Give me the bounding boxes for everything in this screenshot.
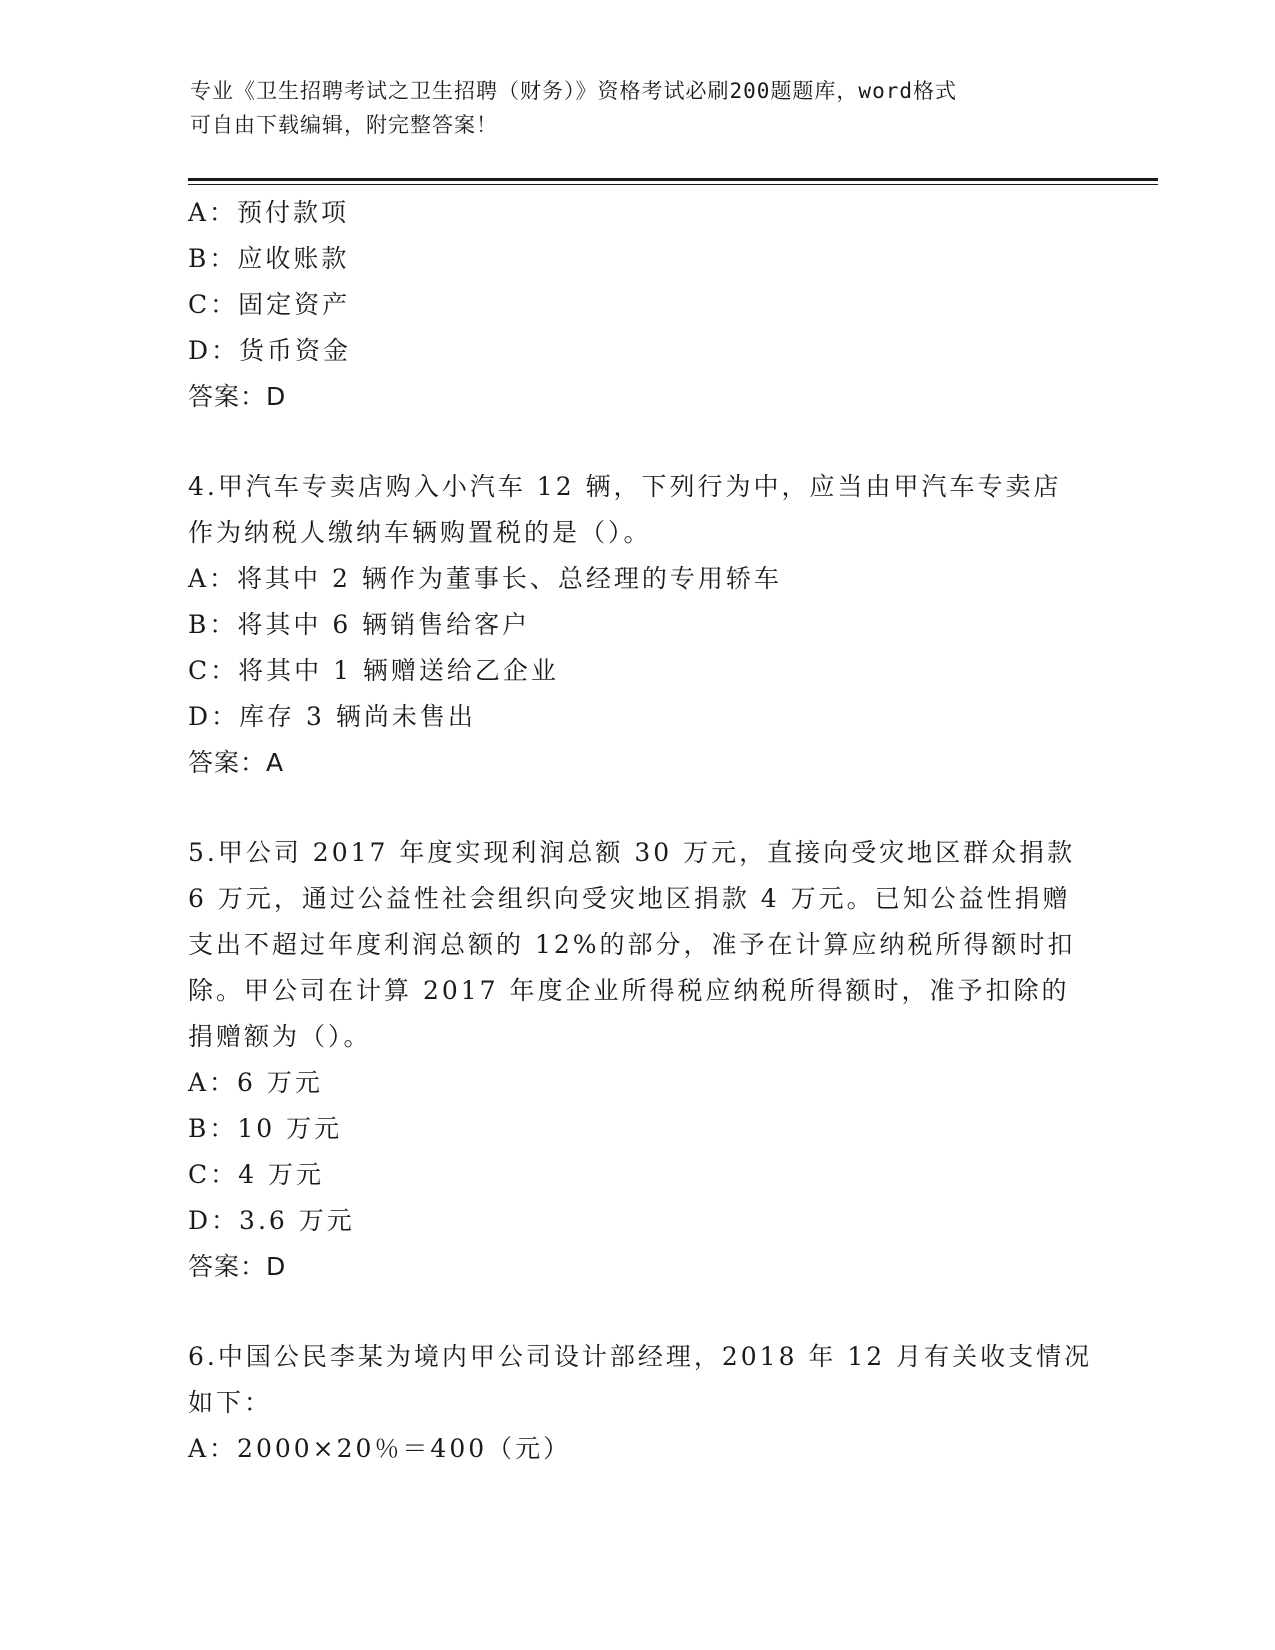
question-5 [188, 830, 1088, 1290]
question-3 [188, 190, 1088, 420]
option-c: C：4 万元 [188, 1160, 324, 1189]
option-d: D：货币资金 [188, 336, 352, 365]
question-stem-line: 4.甲汽车专卖店购入小汽车 12 辆，下列行为中，应当由甲汽车专卖店 [188, 472, 1062, 501]
question-stem-line: 捐赠额为（）。 [188, 1022, 372, 1051]
option-c: C：将其中 1 辆赠送给乙企业 [188, 656, 559, 685]
answer: 答案：D [188, 1252, 287, 1281]
option-d: D：3.6 万元 [188, 1206, 355, 1235]
spacer [188, 1290, 1088, 1334]
option-a: A：将其中 2 辆作为董事长、总经理的专用轿车 [188, 564, 782, 593]
question-stem-line: 如下： [188, 1388, 273, 1417]
option-b: B：10 万元 [188, 1114, 343, 1143]
option-b: B：应收账款 [188, 244, 350, 273]
spacer [188, 420, 1088, 464]
question-list [188, 190, 1093, 1472]
option-a: A：6 万元 [188, 1068, 323, 1097]
question-4 [188, 464, 1088, 786]
document-header [190, 74, 1090, 142]
option-b: B：将其中 6 辆销售给客户 [188, 610, 531, 639]
option-a: A：2000×20％＝400（元） [188, 1434, 572, 1463]
answer: 答案：A [188, 748, 285, 777]
question-stem-line: 6 万元，通过公益性社会组织向受灾地区捐款 4 万元。已知公益性捐赠 [188, 884, 1071, 913]
question-stem-line: 作为纳税人缴纳车辆购置税的是（）。 [188, 518, 652, 547]
question-stem-line: 除。甲公司在计算 2017 年度企业所得税应纳税所得额时，准予扣除的 [188, 976, 1070, 1005]
question-stem-line: 5.甲公司 2017 年度实现利润总额 30 万元，直接向受灾地区群众捐款 [188, 838, 1076, 867]
question-stem-line: 6.中国公民李某为境内甲公司设计部经理，2018 年 12 月有关收支情况 [188, 1342, 1093, 1371]
answer: 答案：D [188, 382, 287, 411]
header-divider-thick [188, 178, 1158, 181]
header-divider-thin [188, 184, 1158, 185]
question-stem-line: 支出不超过年度利润总额的 12%的部分，准予在计算应纳税所得额时扣 [188, 930, 1076, 959]
question-6 [188, 1334, 1093, 1472]
option-c: C：固定资产 [188, 290, 351, 319]
header-line-2: 可自由下载编辑，附完整答案！ [190, 113, 498, 137]
header-line-1: 专业《卫生招聘考试之卫生招聘（财务）》资格考试必刷200题题库，word格式 [190, 79, 957, 103]
spacer [188, 786, 1088, 830]
option-d: D：库存 3 辆尚未售出 [188, 702, 476, 731]
option-a: A：预付款项 [188, 198, 350, 227]
